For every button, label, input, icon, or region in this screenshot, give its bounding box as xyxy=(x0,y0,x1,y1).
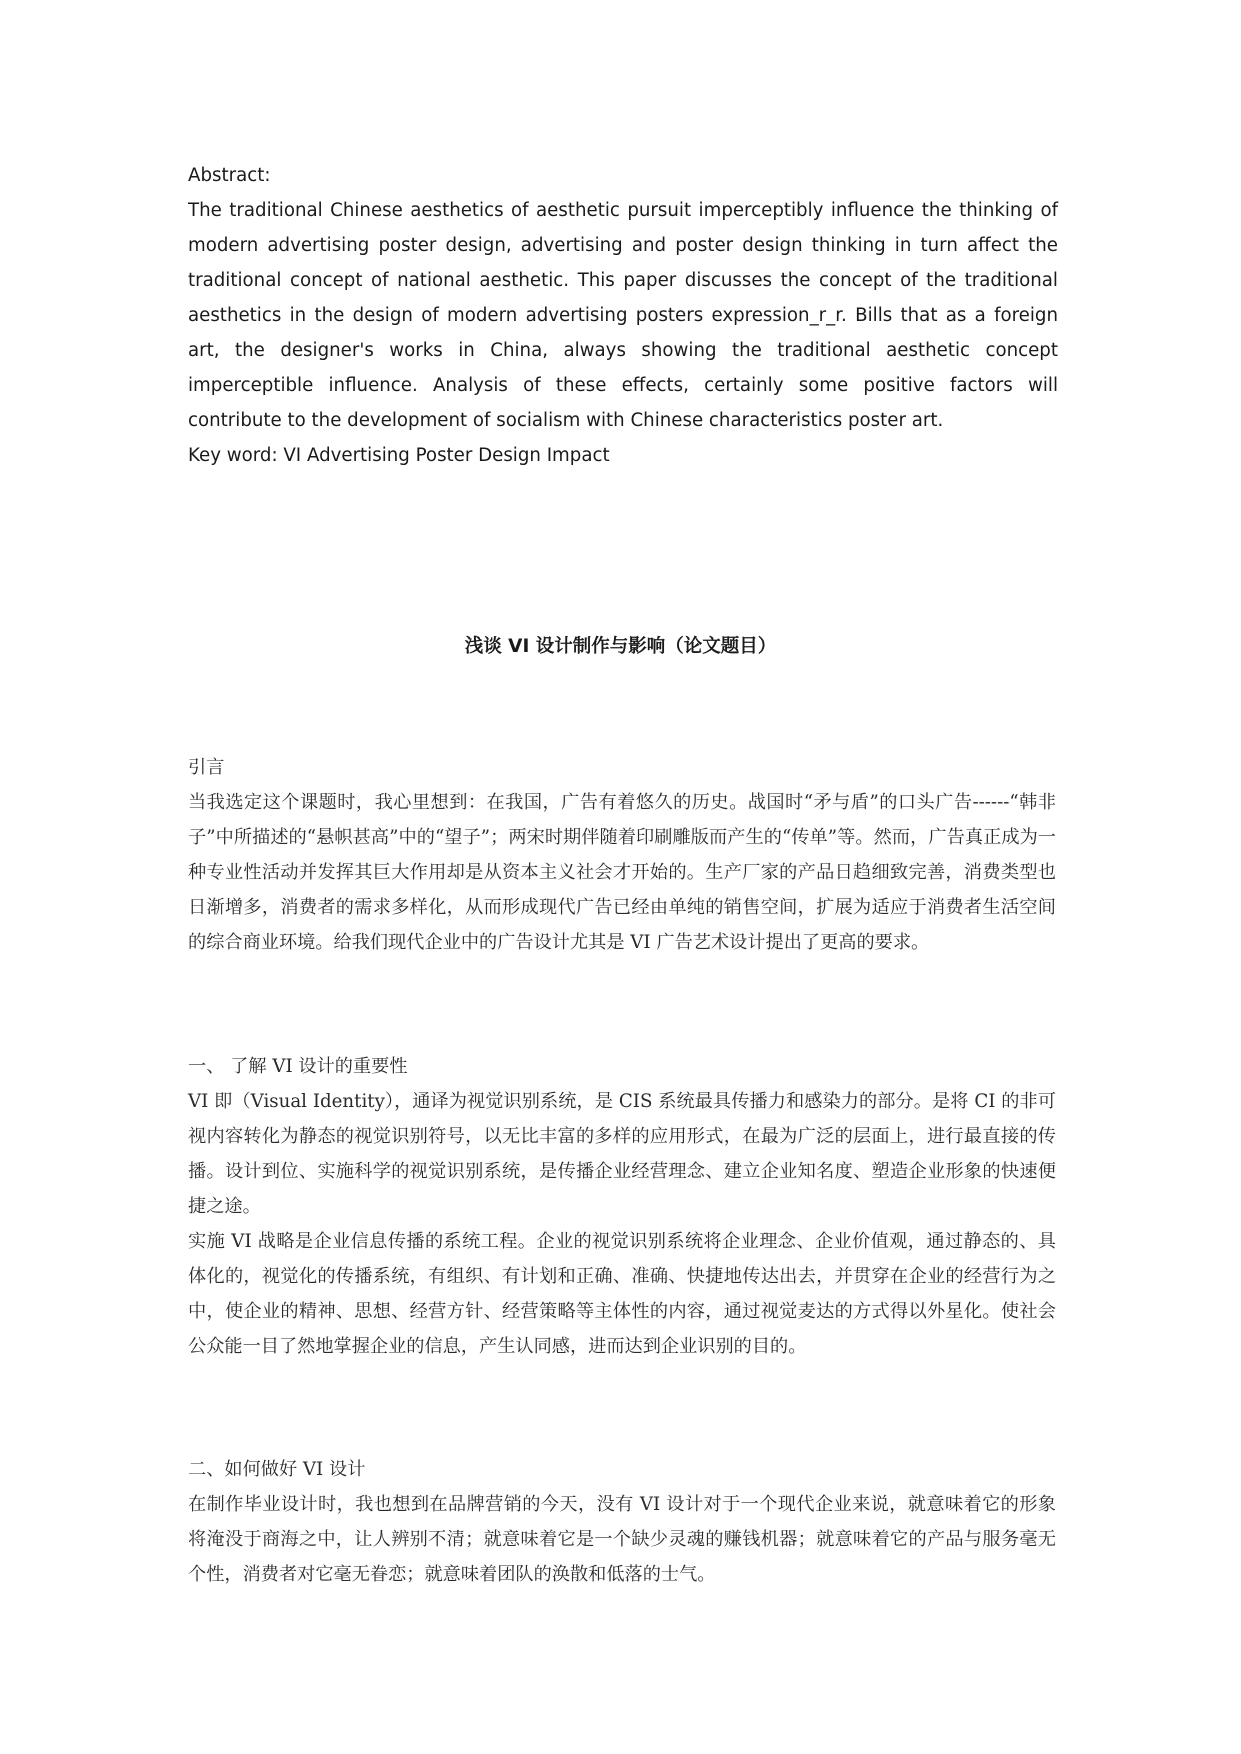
section-2-para-1: 在制作毕业设计时，我也想到在品牌营销的今天，没有 VI 设计对于一个现代企业来说，就意味着它的形象将淹没于商海之中，让人辨别不清；就意味着它是一个缺少灵魂的赚钱机器；就意味着它的产品与服务毫无个性，消费者对它毫无眷恋；就意味着团队的涣散和低落的士气。 xyxy=(188,1494,1056,1585)
section-2-heading: 二、如何做好 VI 设计 xyxy=(188,1459,366,1480)
section-1-para-1: VI 即（Visual Identity），通译为视觉识别系统，是 CIS 系统最具传播力和感染力的部分。是将 CI 的非可视内容转化为静态的视觉识别符号，以无比丰富的多样的应用形式，在最为广泛的层面上，进行最直接的传播。设计到位、实施科学的视觉识别系统，是传播企业经营理念、建立企业知名度、塑造企业形象的快速便捷之途。 xyxy=(188,1091,1056,1217)
section-1-heading: 一、 了解 VI 设计的重要性 xyxy=(188,1056,408,1077)
intro-body: 当我选定这个课题时，我心里想到：在我国，广告有着悠久的历史。战国时“矛与盾”的口头广告------“韩非子”中所描述的“悬帜甚高”中的“望子”；两宋时期伴随着印刷雕版而产生的“传单”等。然而，广告真正成为一种专业性活动并发挥其巨大作用却是从资本主义社会才开始的。生产厂家的产品日趋细致完善，消费类型也日渐增多，消费者的需求多样化，从而形成现代广告已经由单纯的销售空间，扩展为适应于消费者生活空间的综合商业环境。给我们现代企业中的广告设计尤其是 VI 广告艺术设计提出了更高的要求。 xyxy=(188,792,1056,953)
abstract-body: The traditional Chinese aesthetics of aesthetic pursuit imperceptibly influence the thinking of modern advertising poster design, advertising and poster design thinking in turn affect the traditional concept of national aesthetic. This paper discusses the concept of the traditional aesthetics in the design of modern advertising posters expression_r_r. Bills that as a foreign art, the designer's works in China, always showing the traditional aesthetic concept imperceptible influence. Analysis of these effects, certainly some positive factors will contribute to the development of socialism with Chinese characteristics poster art. xyxy=(188,200,1058,431)
abstract-block xyxy=(188,158,1058,473)
keywords-line: Key word: VI Advertising Poster Design Impact xyxy=(188,445,610,466)
section-2 xyxy=(188,1452,1056,1592)
section-1-para-2: 实施 VI 战略是企业信息传播的系统工程。企业的视觉识别系统将企业理念、企业价值观，通过静态的、具体化的，视觉化的传播系统，有组织、有计划和正确、准确、快捷地传达出去，并贯穿在企业的经营行为之中，使企业的精神、思想、经营方针、经营策略等主体性的内容，通过视觉麦达的方式得以外星化。使社会公众能一目了然地掌握企业的信息，产生认同感，进而达到企业识别的目的。 xyxy=(188,1231,1056,1357)
intro-heading: 引言 xyxy=(188,757,225,778)
section-1 xyxy=(188,1049,1056,1364)
paper-title: 浅谈 VI 设计制作与影响（论文题目） xyxy=(464,636,777,657)
intro-section xyxy=(188,750,1056,960)
abstract-label: Abstract: xyxy=(188,165,271,186)
